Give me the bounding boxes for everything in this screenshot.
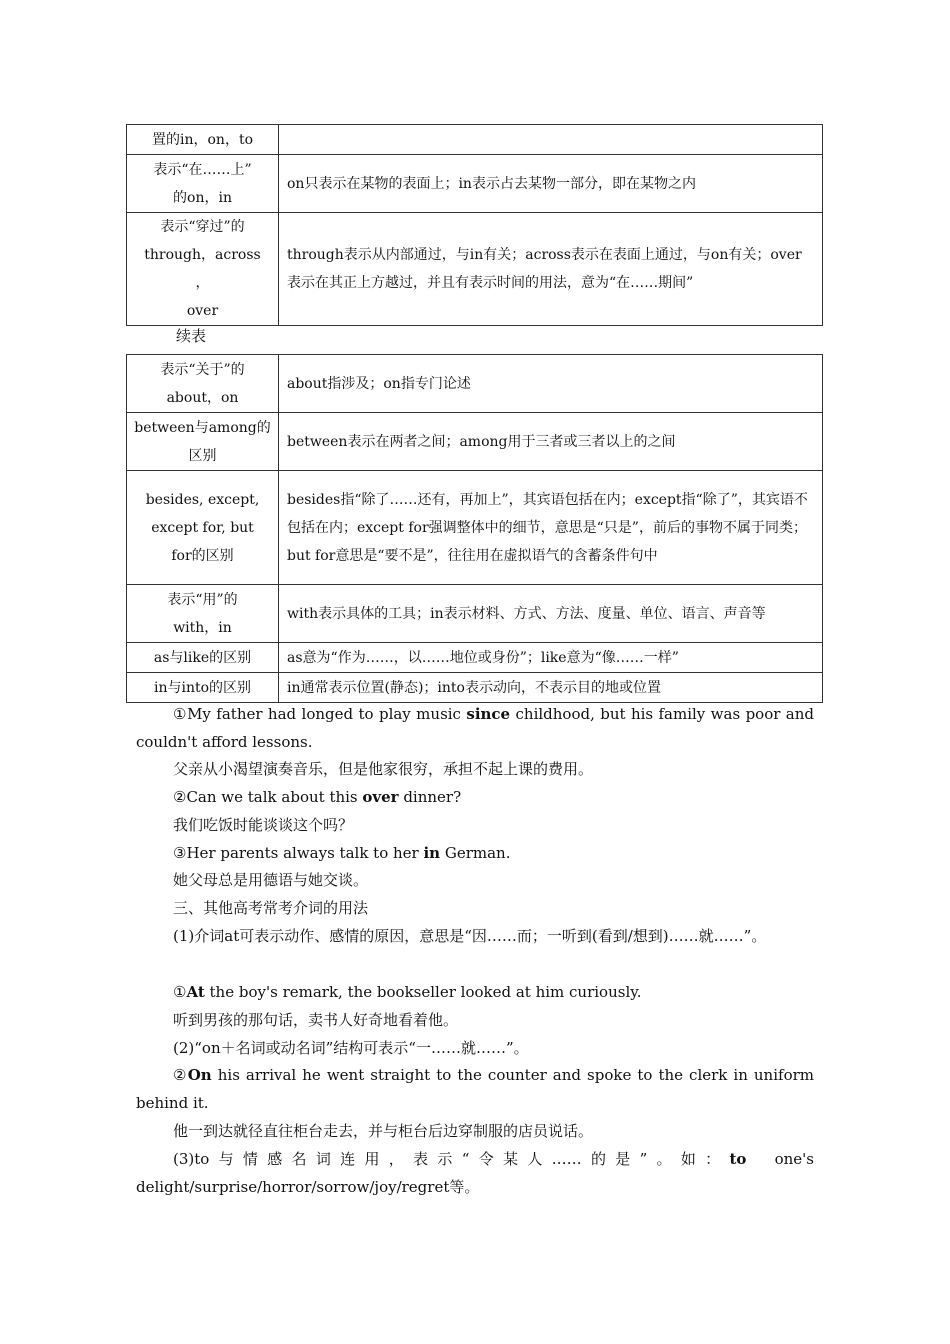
table-value-cell: with表示具体的工具；in表示材料、方式、方法、度量、单位、语言、声音等 [279,585,823,643]
example-translation-2: 我们吃饭时能谈谈这个吗？ [173,816,354,834]
table-key-cell: 表示“用”的 with，in [127,585,279,643]
rule-at: (1)介词at可表示动作、感情的原因，意思是“因……而；一听到(看到/想到)……就……”。 [173,927,767,945]
table-row [127,413,823,471]
table-row [127,355,823,413]
table-row [127,585,823,643]
table-key-cell: 表示“在……上” 的on，in [127,155,279,213]
preposition-table-continued [126,354,823,703]
table-value-cell [279,125,823,155]
example-sentence-3: ③Her parents always talk to her in German. [173,844,511,862]
example-translation-3: 她父母总是用德语与她交谈。 [173,871,369,889]
example-translation-at: 听到男孩的那句话，卖书人好奇地看着他。 [173,1011,459,1029]
rule-on: (2)“on＋名词或动名词”结构可表示“一……就……”。 [173,1039,529,1057]
preposition-table [126,124,823,326]
example-sentence-1: ①My father had longed to play music since childhood, but his family was poor and couldn't afford lessons. [136,705,815,751]
table-value-cell: as意为“作为……，以……地位或身份”；like意为“像……一样” [279,643,823,673]
table-value-cell: about指涉及；on指专门论述 [279,355,823,413]
table-row [127,471,823,585]
section-heading: 三、其他高考常考介词的用法 [173,899,369,917]
table-value-cell: on只表示在某物的表面上；in表示占去某物一部分，即在某物之内 [279,155,823,213]
example-translation-on: 他一到达就径直往柜台走去，并与柜台后边穿制服的店员说话。 [173,1122,594,1140]
table-key-cell: between与among的 区别 [127,413,279,471]
table-row [127,643,823,673]
example-sentence-2: ②Can we talk about this over dinner? [173,788,462,806]
table-key-cell: 置的in，on，to [127,125,279,155]
table-row [127,155,823,213]
table-key-cell: 表示“穿过”的 through，across ， over [127,213,279,326]
table-value-cell: between表示在两者之间；among用于三者或三者以上的之间 [279,413,823,471]
table-caption: 续表 [176,327,207,345]
rule-to: (3)to与情感名词连用，表示“令某人……的是”。如：to one's delight/surprise/horror/sorrow/joy/regret等。 [136,1150,819,1196]
example-sentence-at: ①At the boy's remark, the bookseller looked at him curiously. [173,983,642,1001]
table-value-cell: through表示从内部通过，与in有关；across表示在表面上通过，与on有关；over表示在其正上方越过，并且有表示时间的用法，意为“在……期间” [279,213,823,326]
table-row [127,673,823,703]
table-value-cell: in通常表示位置(静态)；into表示动向，不表示目的地或位置 [279,673,823,703]
example-sentence-on: ②On his arrival he went straight to the counter and spoke to the clerk in uniform behind it. [136,1066,814,1112]
table-row [127,213,823,326]
table-key-cell: besides, except, except for, but for的区别 [127,471,279,585]
table-row [127,125,823,155]
table-key-cell: as与like的区别 [127,643,279,673]
table-value-cell: besides指“除了……还有，再加上”，其宾语包括在内；except指“除了”，其宾语不包括在内；except for强调整体中的细节，意思是“只是”，前后的事物不属于同类；but for意思是“要不是”，往往用在虚拟语气的含蓄条件句中 [279,471,823,585]
table-key-cell: in与into的区别 [127,673,279,703]
table-key-cell: 表示“关于”的 about，on [127,355,279,413]
example-translation-1: 父亲从小渴望演奏音乐，但是他家很穷，承担不起上课的费用。 [173,760,594,778]
